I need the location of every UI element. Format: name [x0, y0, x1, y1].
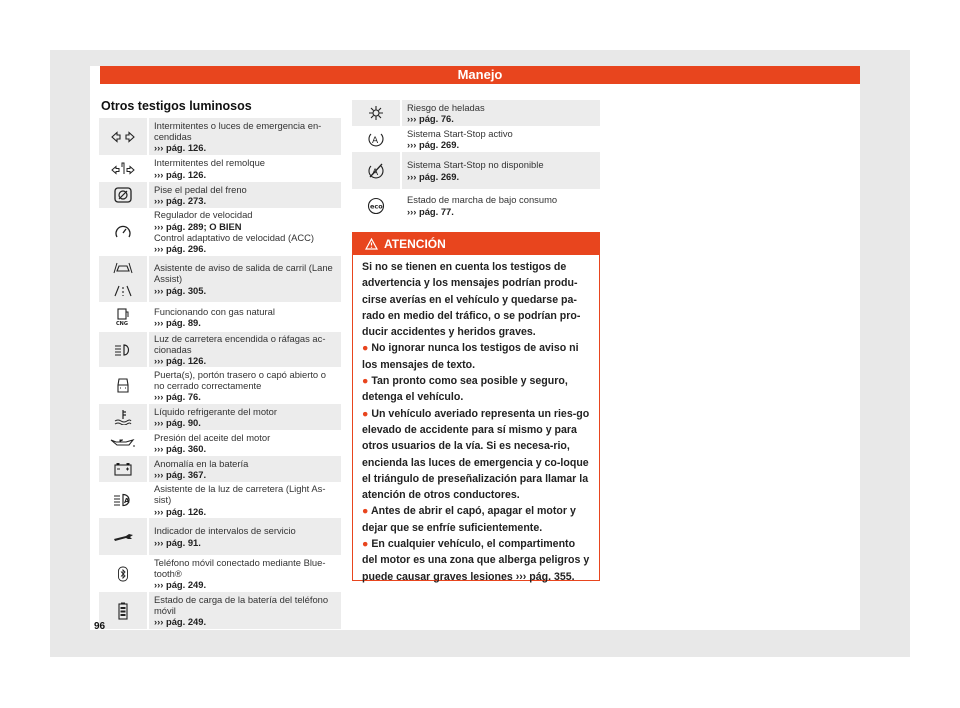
bullet-text: Tan pronto como sea posible y seguro, detenga el vehículo.: [362, 375, 568, 404]
warning-bullet: [362, 406, 592, 504]
lane-lines-icon: [112, 285, 134, 297]
page-reference: ››› pág. 76.: [407, 113, 454, 124]
page-reference: ››› pág. 91.: [154, 536, 201, 548]
warning-header: [353, 233, 599, 255]
page-reference: ››› pág. 355.: [515, 570, 575, 583]
row-text: Sistema Start-Stop no disponible: [407, 159, 544, 171]
page-reference: ››› pág. 126.: [154, 355, 207, 367]
bullet-text: Antes de abrir el capó, apagar el motor y dejar que se enfríe suficientemente.: [362, 505, 576, 534]
row-text: Indicador de intervalos de servicio: [154, 525, 296, 537]
high-beam-assist-icon: [99, 482, 147, 518]
battery-icon: [99, 456, 147, 482]
bullet-icon: ●: [362, 407, 369, 420]
page-reference: ››› pág. 90.: [154, 417, 201, 428]
warning-triangle-icon: [365, 238, 378, 250]
table-row: [99, 332, 341, 367]
bullet-text: Un vehículo averiado representa un ries-go elevado de accidente para sí mismo y para otros usuarios de la vía. Si es necesa-rio, encienda las luces de emergencia y co-loque el triángulo de preseñalización para llamar la atención de otros conductores.: [362, 407, 590, 502]
svg-text:A: A: [372, 136, 379, 146]
page-reference: ››› pág. 89.: [154, 317, 201, 328]
row-text: Puerta(s), portón trasero o capó abierto o no cerrado correctamente: [154, 368, 326, 391]
warning-intro: Si no se tienen en cuenta los testigos de advertencia y los mensajes podrían produ-cirse averías en el vehículo y quedarse pa-rado en medio del tráfico, o se podrían pro-ducir accidentes y heridos graves.: [362, 261, 581, 339]
page-reference: ››› pág. 76.: [154, 391, 201, 403]
bluetooth-icon: [99, 555, 147, 592]
wrench-icon: [99, 518, 147, 555]
page-reference: ››› pág. 249.: [154, 579, 207, 591]
row-text: Asistente de la luz de carretera (Light As-sist): [154, 483, 326, 506]
page-reference: ››› pág. 126.: [154, 142, 207, 154]
row-text: Riesgo de heladas: [407, 101, 485, 113]
row-text: Asistente de aviso de salida de carril (Lane Assist): [154, 262, 333, 285]
row-text: Estado de marcha de bajo consumo: [407, 194, 558, 206]
door-open-icon: [99, 367, 147, 404]
oil-pressure-icon: [99, 430, 147, 456]
page-reference: ››› pág. 249.: [154, 616, 207, 628]
brake-pedal-icon: [99, 182, 147, 208]
table-row: [99, 155, 341, 182]
table-row: [352, 152, 600, 189]
row-text-continued: Control adaptativo de velocidad (ACC): [154, 232, 314, 243]
row-text: Intermitentes del remolque: [154, 157, 265, 169]
table-row: [352, 189, 600, 222]
table-row: [352, 126, 600, 152]
table-row: [99, 118, 341, 155]
warning-body: [353, 255, 599, 585]
page-reference: ››› pág. 360.: [154, 443, 207, 454]
bullet-icon: ●: [362, 342, 369, 355]
page-header: Manejo: [100, 66, 860, 84]
page-reference: ››› pág. 367.: [154, 469, 207, 480]
warning-bullet: [362, 503, 592, 536]
row-text: Teléfono móvil conectado mediante Blue-tooth®: [154, 556, 326, 579]
start-stop-icon: [352, 126, 400, 152]
row-text: Luz de carretera encendida o ráfagas ac-cionadas: [154, 332, 326, 355]
bullet-icon: ●: [362, 538, 369, 551]
section-title: Otros testigos luminosos: [101, 99, 252, 113]
svg-text:CNG: CNG: [116, 321, 128, 326]
cruise-control-icon: [99, 208, 147, 256]
phone-battery-icon: [99, 592, 147, 629]
table-row: [99, 430, 341, 456]
table-row: [99, 555, 341, 592]
warning-bullet: [362, 340, 592, 373]
page-reference: ››› pág. 126.: [154, 505, 207, 517]
bullet-icon: ●: [362, 505, 369, 518]
svg-text:A: A: [124, 497, 130, 505]
coolant-icon: [99, 404, 147, 430]
row-text: Anomalía en la batería: [154, 457, 249, 469]
table-row: [99, 367, 341, 404]
table-row: [99, 518, 341, 555]
lane-assist-icon: [112, 262, 134, 274]
table-row: [99, 208, 341, 256]
table-row: [99, 456, 341, 482]
page-reference: ››› pág. 77.: [407, 205, 454, 217]
page-reference: ››› pág. 296.: [154, 243, 207, 255]
bullet-text: No ignorar nunca los testigos de aviso ni los mensajes de texto.: [362, 342, 579, 371]
high-beam-icon: [99, 332, 147, 367]
table-row: [352, 100, 600, 126]
warning-title: ATENCIÓN: [384, 237, 446, 251]
row-text: Estado de carga de la batería del teléfono móvil: [154, 593, 329, 616]
table-row: [99, 256, 341, 302]
svg-text:eco: eco: [370, 202, 383, 210]
row-text: Presión del aceite del motor: [154, 431, 271, 443]
indicator-table-left: [99, 118, 341, 629]
row-text: Intermitentes o luces de emergencia en-cendidas: [154, 119, 322, 142]
frost-icon: [352, 100, 400, 126]
table-row: [99, 182, 341, 208]
row-text: Regulador de velocidad: [154, 209, 253, 221]
row-text: Pise el pedal del freno: [154, 183, 247, 195]
page-reference: ››› pág. 126.: [154, 168, 207, 180]
cng-fuel-icon: [99, 302, 147, 332]
row-text: Sistema Start-Stop activo: [407, 127, 513, 139]
table-row: [99, 482, 341, 518]
turn-signal-arrows-icon: [99, 118, 147, 155]
bullet-icon: ●: [362, 375, 369, 388]
page-reference: ››› pág. 269.: [407, 170, 460, 182]
svg-text:A: A: [372, 167, 379, 178]
bullet-text: En cualquier vehículo, el compartimento del motor es una zona que alberga peligros y puede causar graves lesiones: [362, 538, 590, 583]
table-row: [99, 404, 341, 430]
table-row: [99, 302, 341, 332]
row-text: Líquido refrigerante del motor: [154, 405, 277, 417]
start-stop-off-icon: [352, 152, 400, 189]
warning-bullet: [362, 373, 592, 406]
trailer-turn-signal-icon: [99, 155, 147, 182]
page-number: 96: [94, 621, 106, 632]
warning-box: [352, 232, 600, 581]
warning-bullet: [362, 536, 592, 585]
alternative-marker: O BIEN: [209, 220, 242, 232]
page-reference: ››› pág. 305.: [154, 284, 207, 296]
icon-cell: [99, 256, 147, 302]
table-row: [99, 592, 341, 629]
page-reference: ››› pág. 269.: [407, 139, 460, 150]
row-text: Funcionando con gas natural: [154, 305, 275, 317]
eco-icon: [352, 189, 400, 222]
page-reference: ››› pág. 289;: [154, 220, 207, 232]
indicator-table-right: [352, 100, 600, 222]
page-reference: ››› pág. 273.: [154, 195, 207, 206]
